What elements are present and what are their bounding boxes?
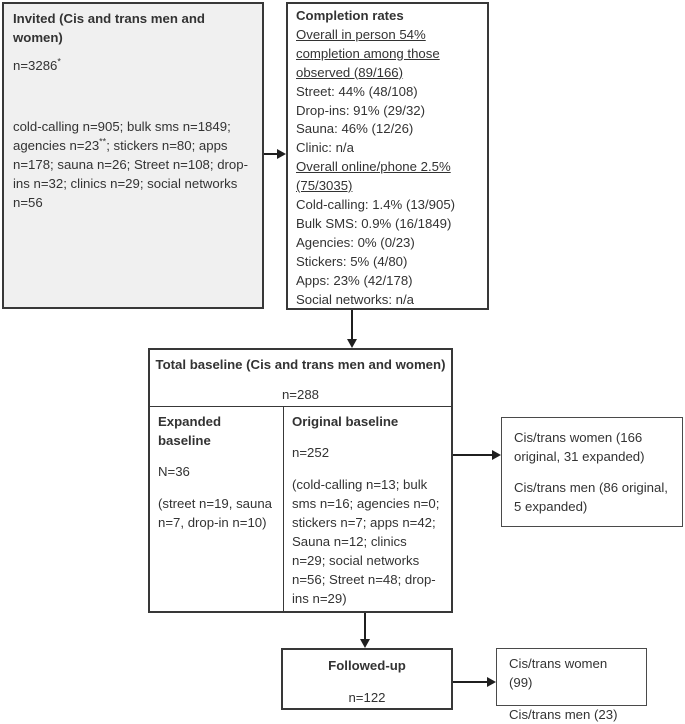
arrowhead-down-icon [347,339,357,348]
original-baseline-n: n=252 [292,445,330,460]
invited-breakdown-footnote-marker: ** [99,136,107,147]
followup-gender-split-box [496,648,647,722]
completion-street: Street: 44% (48/108) [296,83,418,99]
total-baseline-columns [150,407,451,613]
completion-overall-in-person: Overall in person 54% completion among those observed (89/166) [296,26,440,80]
baseline-women: Cis/trans women (166 original, 31 expanded) [514,430,645,464]
total-baseline-header [150,350,451,407]
arrowhead-down-icon [360,639,370,648]
completion-apps: Apps: 23% (42/178) [296,272,413,288]
completion-rates-box [286,2,489,310]
expanded-baseline-title: Expanded baseline [158,414,222,448]
completion-bulk-sms: Bulk SMS: 0.9% (16/1849) [296,215,452,231]
completion-drop-ins: Drop-ins: 91% (29/32) [296,102,426,118]
invited-breakdown [13,117,253,212]
expanded-baseline-cell [150,407,284,613]
completion-overall-online: Overall online/phone 2.5% (75/3035) [296,159,451,194]
expanded-baseline-n: N=36 [158,464,190,479]
completion-agencies: Agencies: 0% (0/23) [296,234,415,250]
baseline-men: Cis/trans men (86 original, 5 expanded) [514,480,668,514]
original-baseline-cell [284,407,451,613]
total-baseline-title: Total baseline (Cis and trans men and women) [155,357,446,372]
invited-n [13,56,253,75]
followed-up-n: n=122 [348,690,386,705]
invited-n-value: n=3286 [13,58,58,73]
followup-men: Cis/trans men (23) [509,707,618,722]
completion-sauna: Sauna: 46% (12/26) [296,121,414,137]
invited-n-footnote-marker: * [57,56,61,67]
followup-women: Cis/trans women (99) [509,656,608,690]
original-baseline-title: Original baseline [292,414,399,429]
arrowhead-right-icon [492,450,501,460]
total-baseline-n: n=288 [281,387,320,402]
original-baseline-breakdown: (cold-calling n=13; bulk sms n=16; agencies n=0; stickers n=7; apps n=42; Sauna n=12; clinics n=29; social networks n=56; Street n=48; drop-ins n=29) [292,477,440,606]
total-baseline-box [148,348,453,613]
expanded-baseline-breakdown: (street n=19, sauna n=7, drop-in n=10) [158,496,272,530]
arrowhead-right-icon [277,149,286,159]
invited-breakdown-part1: cold-calling n=905; bulk sms n=1849; agencies n=23 [13,119,231,153]
followed-up-box [281,648,453,710]
completion-title: Completion rates [296,8,404,23]
followed-up-title: Followed-up [328,658,406,673]
arrowhead-right-icon [487,677,496,687]
baseline-gender-split-box [501,417,683,527]
invited-breakdown-part2: ; stickers n=80; apps n=178; sauna n=26; Street n=108; drop-ins n=32; clinics n=29; social networks n=56 [13,138,248,210]
completion-clinic: Clinic: n/a [296,140,354,156]
completion-stickers: Stickers: 5% (4/80) [296,253,408,269]
invited-title: Invited (Cis and trans men and women) [13,11,205,45]
invited-box [2,2,264,309]
completion-social-networks: Social networks: n/a [296,291,415,307]
completion-cold-calling: Cold-calling: 1.4% (13/905) [296,197,456,213]
